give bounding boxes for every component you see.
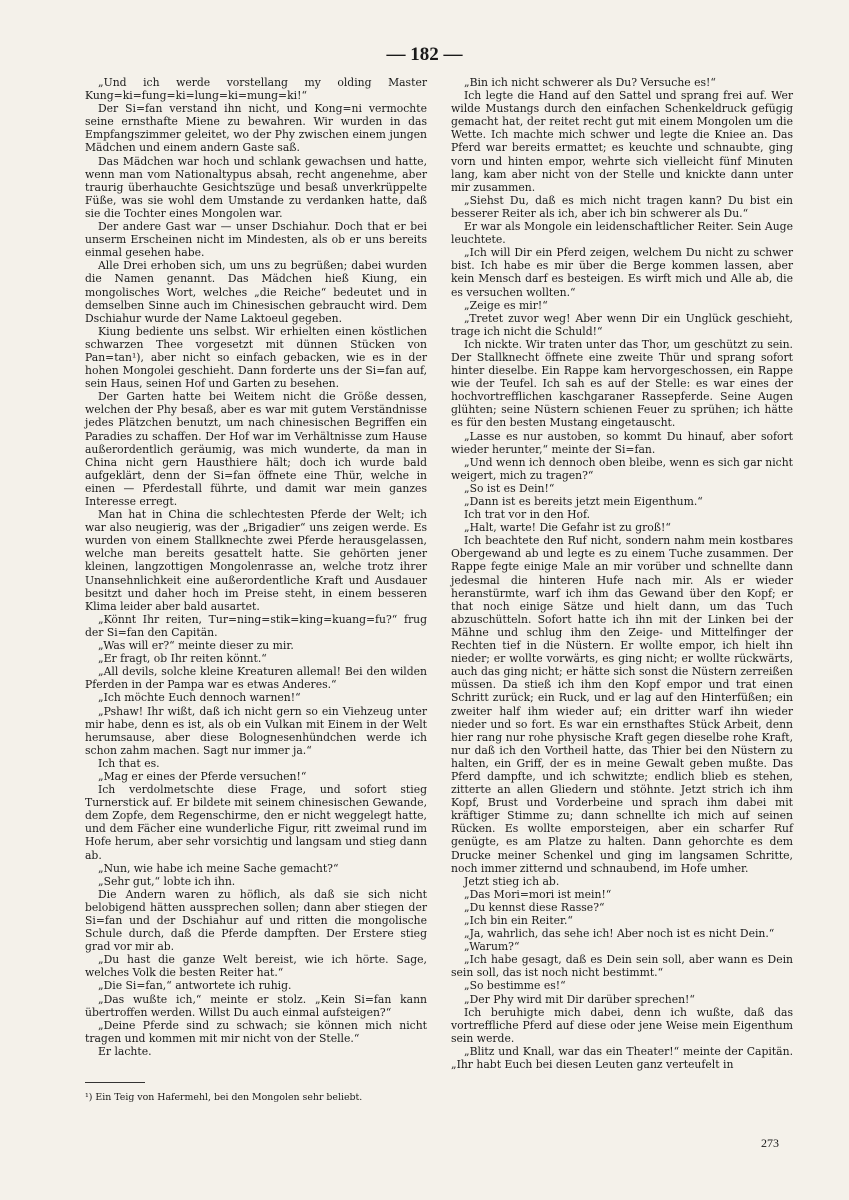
- paragraph: „Mag er eines der Pferde versuchen!“: [98, 769, 307, 783]
- paragraph: Er war als Mongole ein leidenschaftlicher Reiter. Sein Auge leuchtete.: [451, 220, 793, 247]
- paragraph: Ich legte die Hand auf den Sattel und sprang frei auf. Wer wilde Mustangs durch den einfachen Schenkeldruck gefügig gemacht hat, der reitet recht gut mit einem Mongolen um die Wette. Ich machte mich schwer und legte die Kniee an. Das Pferd war bereits ermattet; es keuchte und schnaubte, ging vorn und hinten empor, wehrte sich vielleicht fünf Minuten lang, kam aber nicht von der Stelle und knickte dann unter mir zusammen.: [451, 89, 793, 194]
- paragraph: Alle Drei erhoben sich, um uns zu begrüßen; dabei wurden die Namen genannt. Das Mädchen hieß Kiung, ein mongolisches Wort, welches „die Reiche“ bedeutet und in demselben Sinne auch im Chinesischen gebraucht wird. Dem Dschiahur wurde der Name Laktoeul gegeben.: [85, 259, 427, 325]
- paragraph: Das Mädchen war hoch und schlank gewachsen und hatte, wenn man vom Nationaltypus absah, recht angenehme, aber traurig überhauchte Gesichtszüge und besaß unverkrüppelte Füße, was sie wohl dem Umstande zu verdanken hatte, daß sie die Tochter eines Mongolen war.: [85, 154, 427, 220]
- paragraph: Ich verdolmetschte diese Frage, und sofort stieg Turnerstick auf. Er bildete mit seinem chinesischen Gewande, dem Zopfe, dem Regenschirme, den er nicht weggelegt hatte, und dem Fächer eine wunderliche Figur, ritt zweimal rund im Hofe herum, aber sehr vorsichtig und langsam und stieg dann ab.: [85, 783, 427, 862]
- paragraph: Ich trat vor in den Hof.: [464, 508, 591, 522]
- paragraph: „Deine Pferde sind zu schwach; sie können mich nicht tragen und kommen mit mir nicht von der Stelle.“: [85, 1018, 427, 1045]
- paragraph: „Du hast die ganze Welt bereist, wie ich hörte. Sage, welches Volk die besten Reiter hat.“: [85, 953, 427, 980]
- paragraph: „Bin ich nicht schwerer als Du? Versuche es!“: [464, 76, 716, 89]
- paragraph: „All devils, solche kleine Kreaturen allemal! Bei den wilden Pferden in der Pampa war es etwas Anderes.“: [85, 665, 427, 692]
- paragraph: Ich that es.: [98, 756, 160, 770]
- paragraph: „Halt, warte! Die Gefahr ist zu groß!“: [464, 521, 671, 535]
- paragraph: „Das Mori=mori ist mein!“: [464, 887, 612, 901]
- paragraph: „Und wenn ich dennoch oben bleibe, wenn es sich gar nicht weigert, mich zu tragen?“: [451, 455, 793, 482]
- paragraph: „Der Phy wird mit Dir darüber sprechen!“: [464, 992, 695, 1006]
- footnote: ¹) Ein Teig von Hafermehl, bei den Mongolen sehr beliebt.: [85, 1092, 363, 1103]
- page-header: — 182 —: [386, 44, 463, 65]
- paragraph: Der Si=fan verstand ihn nicht, und Kong=ni vermochte seine ernsthafte Miene zu bewahren. Wir wurden in das Empfangszimmer geleitet, wo der Phy zwischen einem jungen Mädchen und einem andern Gaste saß.: [85, 102, 427, 155]
- paragraph: „Er fragt, ob Ihr reiten könnt.“: [98, 652, 267, 666]
- paragraph: „Pshaw! Ihr wißt, daß ich nicht gern so ein Viehzeug unter mir habe, denn es ist, als ob ein Vulkan mit Einem in der Welt herumsause, aber diese Bolognesenhündchen werde ich schon zahm machen. Sagt nur immer ja.“: [85, 704, 427, 757]
- paragraph: „Das wußte ich,“ meinte er stolz. „Kein Si=fan kann übertroffen werden. Willst Du auch einmal aufsteigen?“: [85, 992, 427, 1019]
- paragraph: „So bestimme es!“: [464, 979, 566, 993]
- paragraph: „Ich bin ein Reiter.“: [464, 914, 573, 927]
- paragraph: „Die Si=fan,“ antwortete ich ruhig.: [98, 979, 292, 993]
- paragraph: Er lachte.: [98, 1044, 152, 1058]
- right-text-column: [451, 76, 793, 1071]
- paragraph: „Zeige es mir!“: [464, 298, 548, 312]
- paragraph: Ich beruhigte mich dabei, denn ich wußte, daß das vortreffliche Pferd auf diese oder jene Weise mein Eigenthum sein werde.: [451, 1005, 793, 1045]
- paragraph: Kiung bediente uns selbst. Wir erhielten einen köstlichen schwarzen Thee vorgesetzt mit dünnen Stücken von Pan=tan¹), aber nicht so einfach gebacken, wie es in der hohen Mongolei geschieht. Dann forderte uns der Si=fan auf, sein Haus, seinen Hof und Garten zu besehen.: [85, 324, 427, 391]
- paragraph: „Und ich werde vorstellang my olding Master Kung=ki=fung=ki=lung=ki=mung=ki!“: [85, 76, 427, 103]
- paragraph: „Ich möchte Euch dennoch warnen!“: [98, 691, 301, 705]
- paragraph: Man hat in China die schlechtesten Pferde der Welt; ich war also neugierig, was der „Brigadier“ uns zeigen werde. Es wurden von einem Stallknechte zwei Pferde herausgelassen, welche man bereits gesattelt hatte. Sie gehörten jener kleinen, langzottigen Mongolenrasse an, welche trotz ihrer Unansehnlichkeit eine außerordentliche Kraft und Ausdauer besitzt und daher hoch im Preise steht, in einem besseren Klima leider aber bald ausartet.: [85, 508, 427, 613]
- paragraph: „Nun, wie habe ich meine Sache gemacht?“: [98, 861, 339, 875]
- paragraph: „Ich habe gesagt, daß es Dein sein soll, aber wann es Dein sein soll, das ist noch nicht bestimmt.“: [451, 953, 793, 980]
- paragraph: „Ja, wahrlich, das sehe ich! Aber noch ist es nicht Dein.“: [464, 927, 775, 941]
- paragraph: „So ist es Dein!“: [464, 481, 555, 495]
- paragraph: „Du kennst diese Rasse?“: [464, 900, 605, 914]
- paragraph: „Sehr gut,“ lobte ich ihn.: [98, 874, 236, 888]
- paragraph: Ich nickte. Wir traten unter das Thor, um geschützt zu sein. Der Stallknecht öffnete eine zweite Thür und sprang sofort hinter dieselbe. Ein Rappe kam hervorgeschossen, ein Rappe wie der Teufel. Ich sah es auf der Stelle: es war eines der hochvortrefflichen kaschgaraner Rassepferde. Seine Augen glühten; seine Nüstern schienen Feuer zu sprühen; ich hätte es für den besten Mustang eingetauscht.: [451, 337, 793, 430]
- paragraph: „Siehst Du, daß es mich nicht tragen kann? Du bist ein besserer Reiter als ich, aber ich bin schwerer als Du.“: [451, 193, 793, 220]
- paragraph: „Tretet zuvor weg! Aber wenn Dir ein Unglück geschieht, trage ich nicht die Schuld!“: [451, 311, 793, 338]
- paragraph: Ich beachtete den Ruf nicht, sondern nahm mein kostbares Obergewand ab und legte es zu einem Tuche zusammen. Der Rappe fegte einige Male an mir vorüber und schnellte dann jedesmal die hinteren Hufe nach mir. Als er wieder heranstürmte, warf ich ihm das Gewand über den Kopf; er that noch einige Sätze und hielt dann, um das Tuch abzuschütteln. Sofort hatte ich ihn mit der Linken bei der Mähne und schlug ihm den Zeige- und Mittelfinger der Rechten tief in die Nüstern. Er wollte empor, ich hielt ihn nieder; er wollte vorwärts, es ging nicht; er wollte rückwärts, auch das ging nicht; er hätte sich sonst die Nüstern zerreißen müssen. Da stieß ich ihm den Kopf empor und trat einen Schritt zurück; ein Ruck, und er lag auf den Hinterfüßen; ein zweiter half ihm wieder auf; ein dritter warf ihn wieder nieder und so fort. Es war ein ernsthaftes Stück Arbeit, denn hier rang nur rohe physische Kraft gegen dieselbe rohe Kraft, nur daß ich den Vortheil hatte, das Thier bei den Nüstern zu halten, ein Griff, der es in meine Gewalt geben mußte. Das Pferd dampfte, und ich schwitzte; endlich blieb es stehen, zitterte an allen Gliedern und stöhnte. Jetzt strich ich ihm Kopf, Brust und Vorderbeine und sprach ihm dabei mit kräftiger Stimme zu; dann schnellte ich mich auf seinen Rücken. Es wollte emporsteigen, aber ein scharfer Ruf genügte, es am Platze zu halten. Dann gehorchte es dem Drucke meiner Schenkel und ging im langsamen Schritte, noch immer zitternd und schnaubend, im Hofe umher.: [451, 534, 793, 875]
- paragraph: „Lasse es nur austoben, so kommt Du hinauf, aber sofort wieder herunter,“ meinte der Si=fan.: [451, 429, 793, 456]
- paragraph: Der andere Gast war — unser Dschiahur. Doch that er bei unserm Erscheinen nicht im Mindesten, als ob er uns bereits einmal gesehen habe.: [85, 220, 427, 260]
- left-text-column: [85, 76, 427, 1058]
- footnote-rule: [85, 1082, 145, 1083]
- paragraph: Der Garten hatte bei Weitem nicht die Größe dessen, welchen der Phy besaß, aber es war mit gutem Verständnisse jedes Plätzchen benutzt, um nach chinesischen Begriffen ein Paradies zu schaffen. Der Hof war im Verhältnisse zum Hause außerordentlich geräumig, was mich wunderte, da man in China nicht gern Hausthiere hält; doch ich wurde bald aufgeklärt, denn der Si=fan öffnete eine Thür, welche in einen — Pferdestall führte, und damit war mein ganzes Interesse erregt.: [85, 390, 427, 508]
- paragraph: „Warum?“: [464, 940, 520, 954]
- paragraph: Die Andern waren zu höflich, als daß sie sich nicht belobigend hätten aussprechen sollen; dann aber stiegen der Si=fan und der Dschiahur auf und ritten die mongolische Schule durch, daß die Pferde dampften. Der Erstere stieg grad vor mir ab.: [85, 887, 427, 954]
- paragraph: „Was will er?“ meinte dieser zu mir.: [98, 639, 294, 653]
- paragraph: „Dann ist es bereits jetzt mein Eigenthum.“: [464, 495, 703, 508]
- paragraph: „Könnt Ihr reiten, Tur=ning=stik=king=kuang=fu?“ frug der Si=fan den Capitän.: [85, 612, 427, 639]
- paragraph: Jetzt stieg ich ab.: [464, 874, 560, 888]
- page-number: 273: [761, 1136, 779, 1150]
- paragraph: „Ich will Dir ein Pferd zeigen, welchem Du nicht zu schwer bist. Ich habe es mir über die Berge kommen lassen, aber kein Mensch darf es besteigen. Es wirft mich und Alle ab, die es versuchen wollten.“: [451, 246, 793, 299]
- paragraph: „Blitz und Knall, war das ein Theater!“ meinte der Capitän. „Ihr habt Euch bei diesen Leuten ganz verteufelt in: [451, 1044, 793, 1072]
